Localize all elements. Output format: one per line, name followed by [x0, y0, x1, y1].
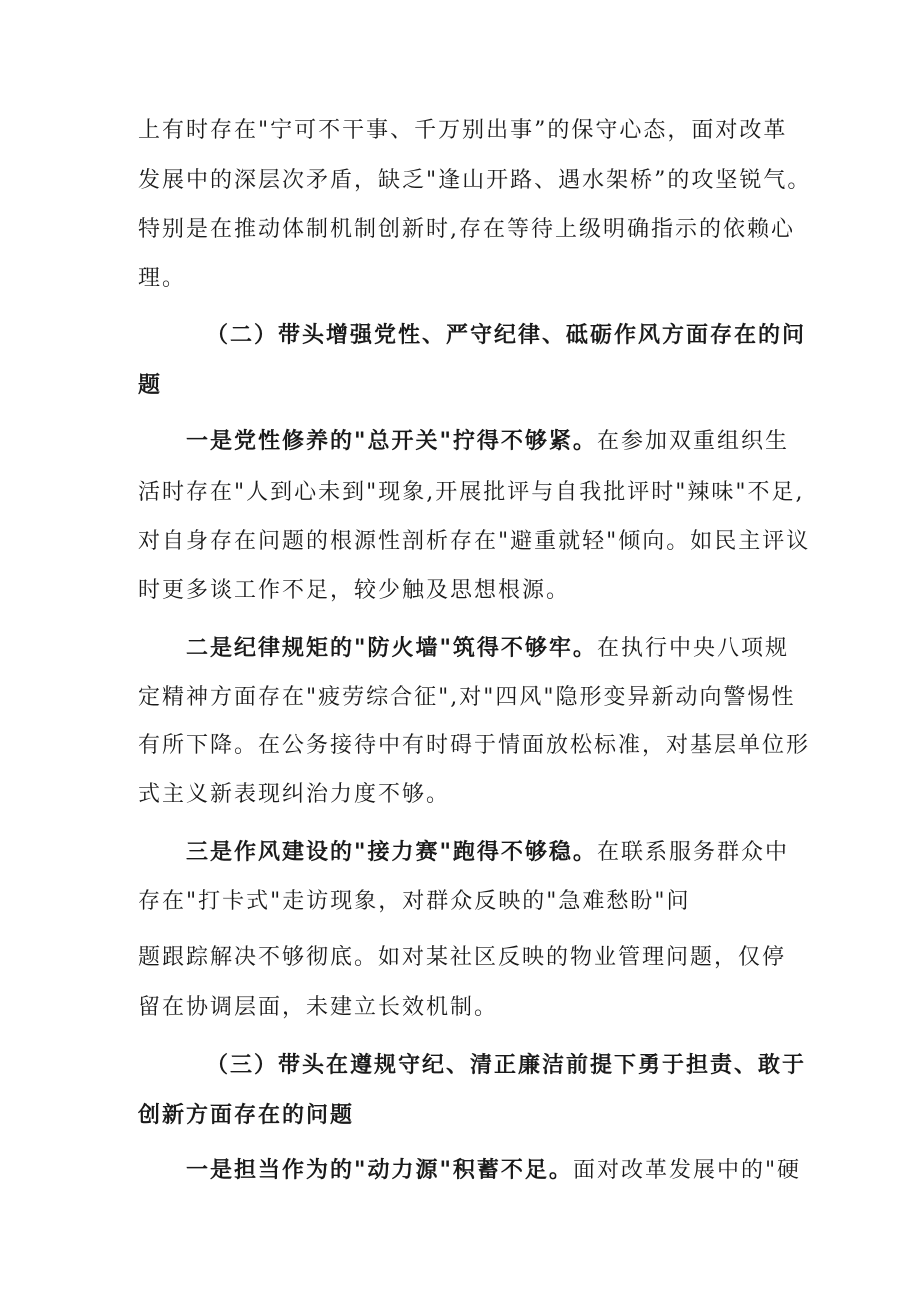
- paragraph-1-line-1: 上有时存在"宁可不干事、千万别出事”的保守心态，面对改革: [138, 118, 788, 143]
- item-3-lead: 三是作风建设的"接力赛"跑得不够稳。: [186, 839, 597, 865]
- item-1-lead: 一是党性修养的"总开关"拧得不够紧。: [186, 428, 597, 454]
- item-3-line-2: 存在"打卡式"走访现象，对群众反映的"急难愁盼"问: [138, 889, 691, 914]
- paragraph-1-line-2: 发展中的深层次矛盾，缺乏"逢山开路、遇水架桥”的攻坚锐气。: [138, 168, 812, 193]
- section-2-heading-line-2: 题: [138, 372, 163, 398]
- section-2-heading-line-1: （二）带头增强党性、严守纪律、砥砺作风方面存在的问: [206, 322, 807, 348]
- paragraph-1-line-3: 特别是在推动体制机制创新时,存在等待上级明确指示的依赖心: [138, 217, 795, 242]
- item-3-line-1: [186, 837, 789, 868]
- item-2-line-2: 定精神方面存在"疲劳综合征",对"四风"隐形变异新动向警惕性: [138, 685, 796, 710]
- item-4-lead: 一是担当作为的"动力源"积蓄不足。: [186, 1157, 573, 1183]
- section-3-heading-line-1: （三）带头在遵规守纪、清正廉洁前提下勇于担责、敢于: [206, 1052, 807, 1078]
- item-1-line-4: 时更多谈工作不足，较少触及思想根源。: [138, 578, 571, 603]
- item-3-line-3: 题跟踪解决不够彻底。如对某社区反映的物业管理问题，仅停: [138, 945, 787, 970]
- item-2-line-3: 有所下降。在公务接待中有时碍于情面放松标准，对基层单位形: [138, 733, 811, 758]
- item-2-line-4: 式主义新表现纠治力度不够。: [138, 782, 451, 807]
- item-4-line-1-rest: 面对改革发展中的"硬: [572, 1158, 802, 1183]
- item-4-line-1: [186, 1155, 801, 1186]
- item-3-line-4: 留在协调层面，未建立长效机制。: [138, 995, 499, 1020]
- item-2-line-1: [186, 633, 789, 664]
- item-1-line-2: 活时存在"人到心未到"现象,开展批评与自我批评时"辣味"不足,: [138, 480, 805, 505]
- item-1-line-1: [186, 426, 789, 457]
- paragraph-1-line-4: 理。: [138, 266, 187, 291]
- item-1-line-3: 对自身存在问题的根源性剖析存在"避重就轻"倾向。如民主评议: [138, 529, 811, 554]
- section-3-heading-line-2: 创新方面存在的问题: [138, 1102, 355, 1128]
- item-3-line-1-rest: 在联系服务群众中: [596, 840, 789, 865]
- item-2-lead: 二是纪律规矩的"防火墙"筑得不够牢。: [186, 635, 597, 661]
- item-1-line-1-rest: 在参加双重组织生: [596, 429, 789, 454]
- item-2-line-1-rest: 在执行中央八项规: [596, 636, 789, 661]
